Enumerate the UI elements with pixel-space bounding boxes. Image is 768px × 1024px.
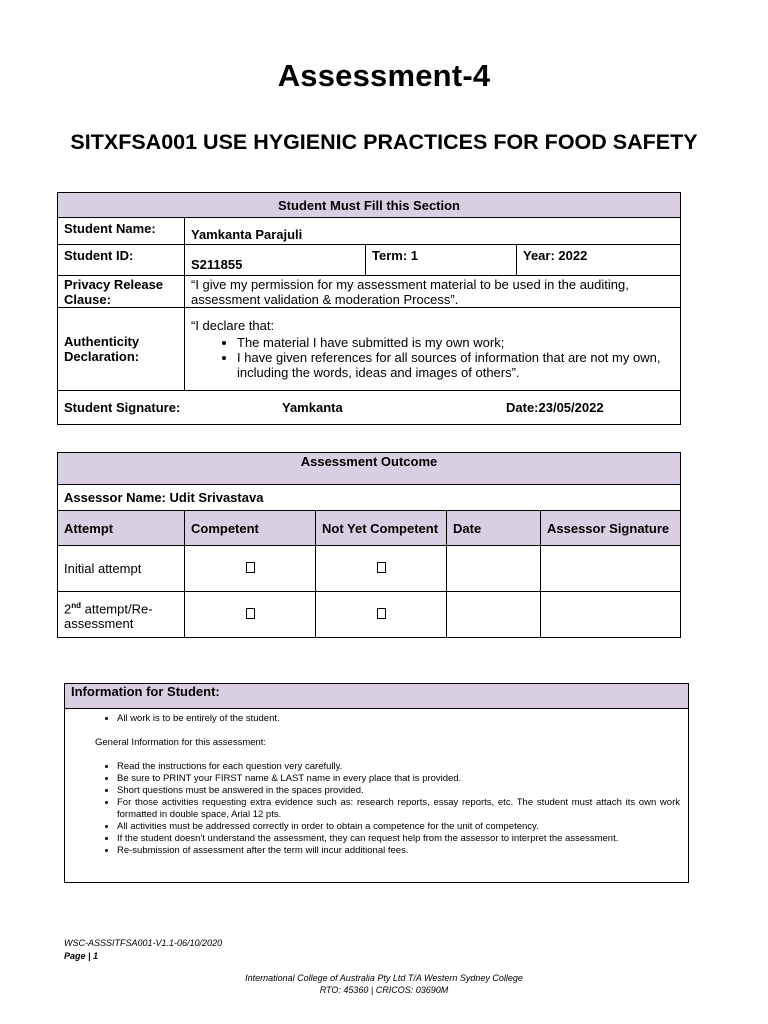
col-competent: Competent — [185, 511, 316, 546]
attempt-ordinal: nd — [71, 600, 82, 610]
attempt-text: attempt/Re-assessment — [64, 601, 153, 632]
info-item: • Read the instructions for each question very carefully. — [117, 761, 680, 773]
info-header: Information for Student: — [65, 684, 688, 709]
footer-doc-code: WSC-ASSSITFSA001-V1.1-06/10/2020 — [64, 938, 223, 948]
checkbox-icon — [377, 608, 386, 619]
year-field: Year: 2022 — [517, 245, 681, 276]
footer-rto: RTO: 45360 | CRICOS: 03690M — [319, 985, 449, 995]
student-id-value: S211855 — [185, 245, 366, 276]
info-body — [65, 709, 688, 857]
info-general: General Information for this assessment: — [95, 737, 267, 748]
assessor-name: Assessor Name: Udit Srivastava — [58, 485, 681, 511]
signature-row — [58, 391, 681, 425]
student-name-label: Student Name: — [58, 218, 185, 245]
assessor-signature-cell — [541, 592, 681, 638]
attempt-number: 2 — [64, 601, 72, 617]
student-name-value: Yamkanta Parajuli — [185, 218, 681, 245]
info-list — [95, 761, 680, 857]
declaration-item: • I have given references for all sources of information that are not my own, including the words, ideas and images of others”. — [237, 350, 674, 380]
signature-label: Student Signature: — [64, 400, 181, 415]
checkbox-icon — [377, 562, 386, 573]
info-item: • Be sure to PRINT your FIRST name & LAST name in every place that is provided. — [117, 773, 680, 785]
outcome-header: Assessment Outcome — [58, 453, 681, 485]
unit-title: SITXFSA001 USE HYGIENIC PRACTICES FOR FOOD SAFETY — [70, 130, 698, 154]
not-yet-competent-checkbox[interactable] — [316, 592, 447, 638]
assessor-signature-cell — [541, 546, 681, 592]
info-item: • All activities must be addressed correctly in order to obtain a competence for the unit of competency. — [117, 821, 680, 833]
footer-organisation: International College of Australia Pty Ltd T/A Western Sydney College — [245, 973, 523, 983]
attempt-second — [58, 592, 185, 638]
document-title: Assessment-4 — [277, 58, 491, 93]
privacy-text: “I give my permission for my assessment material to be used in the auditing, assessment validation & moderation Process”. — [185, 276, 681, 308]
col-assessor-signature: Assessor Signature — [541, 511, 681, 546]
student-section-header: Student Must Fill this Section — [58, 193, 681, 218]
checkbox-icon — [246, 562, 255, 573]
privacy-label: Privacy Release Clause: — [58, 276, 185, 308]
competent-checkbox[interactable] — [185, 592, 316, 638]
info-item: • All work is to be entirely of the student. — [117, 713, 680, 725]
term-field: Term: 1 — [366, 245, 517, 276]
date-cell — [447, 546, 541, 592]
declaration-item: • The material I have submitted is my own work; — [237, 335, 674, 350]
not-yet-competent-checkbox[interactable] — [316, 546, 447, 592]
student-id-label: Student ID: — [58, 245, 185, 276]
footer-page-number: Page | 1 — [64, 951, 99, 961]
attempt-initial: Initial attempt — [58, 546, 185, 592]
info-item: • For those activities requesting extra evidence such as: research reports, essay reports, etc. The student must attach its own work formatted in double space, Arial 12 pts. — [117, 797, 680, 821]
info-item: • Short questions must be answered in the spaces provided. — [117, 785, 680, 797]
checkbox-icon — [246, 608, 255, 619]
authenticity-declaration — [185, 308, 681, 391]
info-first-list — [95, 713, 680, 725]
authenticity-label: Authenticity Declaration: — [58, 308, 185, 391]
student-information-box — [64, 683, 689, 883]
col-attempt: Attempt — [58, 511, 185, 546]
signature-date: Date:23/05/2022 — [506, 400, 604, 415]
declaration-intro: “I declare that: — [191, 318, 275, 333]
student-section-table — [57, 192, 681, 425]
col-not-yet-competent: Not Yet Competent — [316, 511, 447, 546]
info-item: • If the student doesn't understand the assessment, they can request help from the assessor to interpret the assessment. — [117, 833, 680, 845]
date-cell — [447, 592, 541, 638]
competent-checkbox[interactable] — [185, 546, 316, 592]
col-date: Date — [447, 511, 541, 546]
declaration-list — [191, 335, 674, 380]
signature-value: Yamkanta — [282, 400, 343, 415]
assessment-outcome-table — [57, 452, 681, 638]
info-item: • Re-submission of assessment after the term will incur additional fees. — [117, 845, 680, 857]
